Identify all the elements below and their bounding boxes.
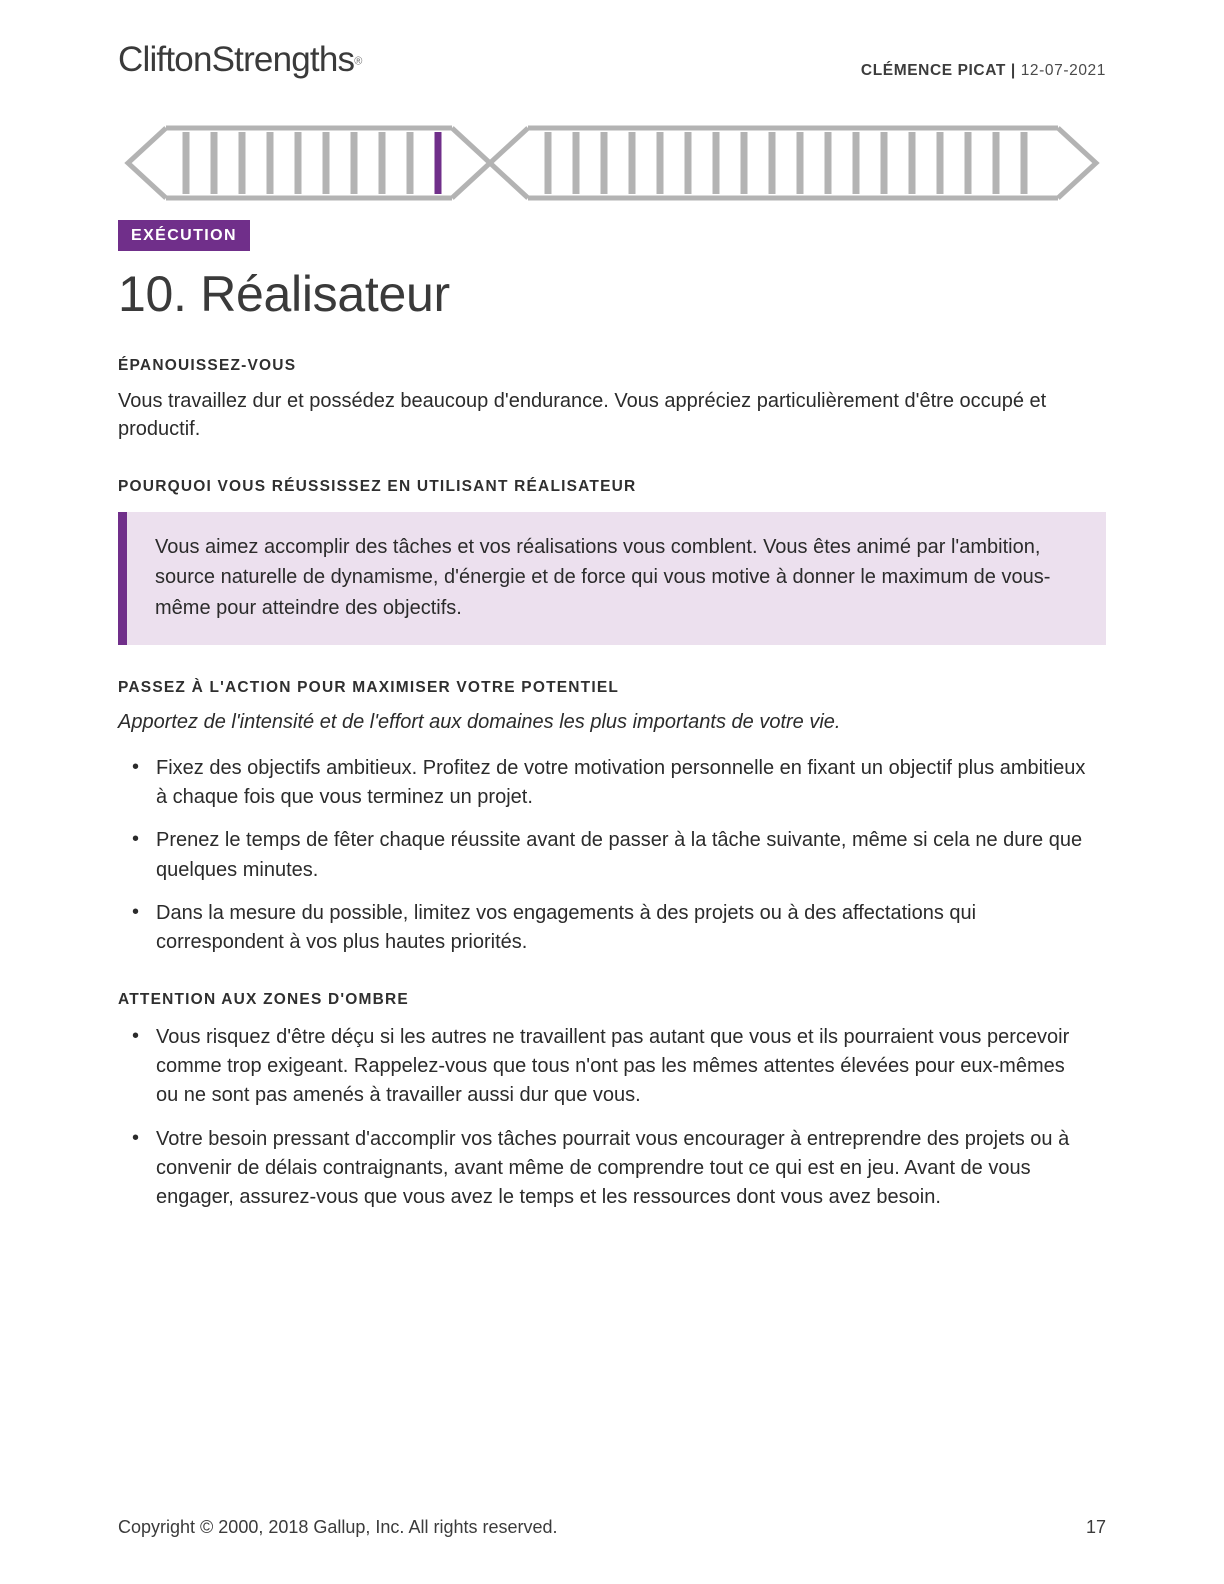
callout-text: Vous aimez accomplir des tâches et vos réalisations vous comblent. Vous êtes animé par l'ambition, source naturelle de dynamisme, d'énergie et de force qui vous motive à donner le maximum de vous-même pour atteindre des objectifs. bbox=[155, 535, 1051, 619]
section-heading-why-succeed: POURQUOI VOUS RÉUSSISSEZ EN UTILISANT RÉALISATEUR bbox=[118, 477, 637, 495]
list-item: • Prenez le temps de fêter chaque réussite avant de passer à la tâche suivante, même si cela ne dure que quelques minutes. bbox=[118, 826, 1086, 884]
cliftonstrengths-logo bbox=[118, 42, 362, 77]
registered-trademark-icon: ® bbox=[354, 55, 363, 68]
copyright-text: Copyright © 2000, 2018 Gallup, Inc. All rights reserved. bbox=[118, 1517, 558, 1537]
report-date: 12-07-2021 bbox=[1020, 62, 1106, 79]
section-heading-blind-spots: ATTENTION AUX ZONES D'OMBRE bbox=[118, 991, 409, 1009]
section-heading-flourish: ÉPANOUISSEZ-VOUS bbox=[118, 357, 297, 374]
list-item: • Votre besoin pressant d'accomplir vos tâches pourrait vous encourager à entreprendre des projets ou à convenir de délais contraignants, avant même de comprendre tout ce qui est en jeu. Avant de vous engager, assurez-vous que vous avez le temps et les ressources dont vous avez besoin. bbox=[118, 1125, 1086, 1213]
take-action-list bbox=[118, 754, 1106, 957]
header-meta bbox=[861, 42, 1106, 80]
strength-rank-bar-svg bbox=[118, 122, 1106, 204]
page-title: 10. Réalisateur bbox=[118, 266, 450, 322]
page-header bbox=[118, 0, 1106, 80]
page-number: 17 bbox=[1085, 1517, 1106, 1537]
strength-rank-bar bbox=[118, 122, 1106, 204]
logo-text: CliftonStrengths bbox=[118, 40, 355, 79]
take-action-lead: Apportez de l'intensité et de l'effort aux domaines les plus importants de votre vie. bbox=[118, 710, 841, 733]
section-heading-take-action: PASSEZ À L'ACTION POUR MAXIMISER VOTRE POTENTIEL bbox=[118, 678, 620, 696]
page-footer bbox=[118, 1517, 1106, 1538]
blind-spots-list bbox=[118, 1023, 1106, 1212]
section-body-flourish: Vous travaillez dur et possédez beaucoup d'endurance. Vous appréciez particulièrement d'être occupé et productif. bbox=[118, 390, 1047, 441]
list-item: • Vous risquez d'être déçu si les autres ne travaillent pas autant que vous et ils pourraient vous percevoir comme trop exigeant. Rappelez-vous que tous n'ont pas les mêmes attentes élevées pour eux-mêmes ou ne sont pas amenés à travailler aussi dur que vous. bbox=[118, 1023, 1086, 1111]
user-name: CLÉMENCE PICAT | bbox=[860, 62, 1016, 79]
callout-box bbox=[118, 512, 1106, 645]
list-item: • Dans la mesure du possible, limitez vos engagements à des projets ou à des affectations qui correspondent à vos plus hautes priorités. bbox=[118, 899, 1086, 957]
list-item: • Fixez des objectifs ambitieux. Profitez de votre motivation personnelle en fixant un objectif plus ambitieux à chaque fois que vous terminez un projet. bbox=[118, 754, 1086, 812]
domain-tag-badge: EXÉCUTION bbox=[118, 220, 250, 251]
